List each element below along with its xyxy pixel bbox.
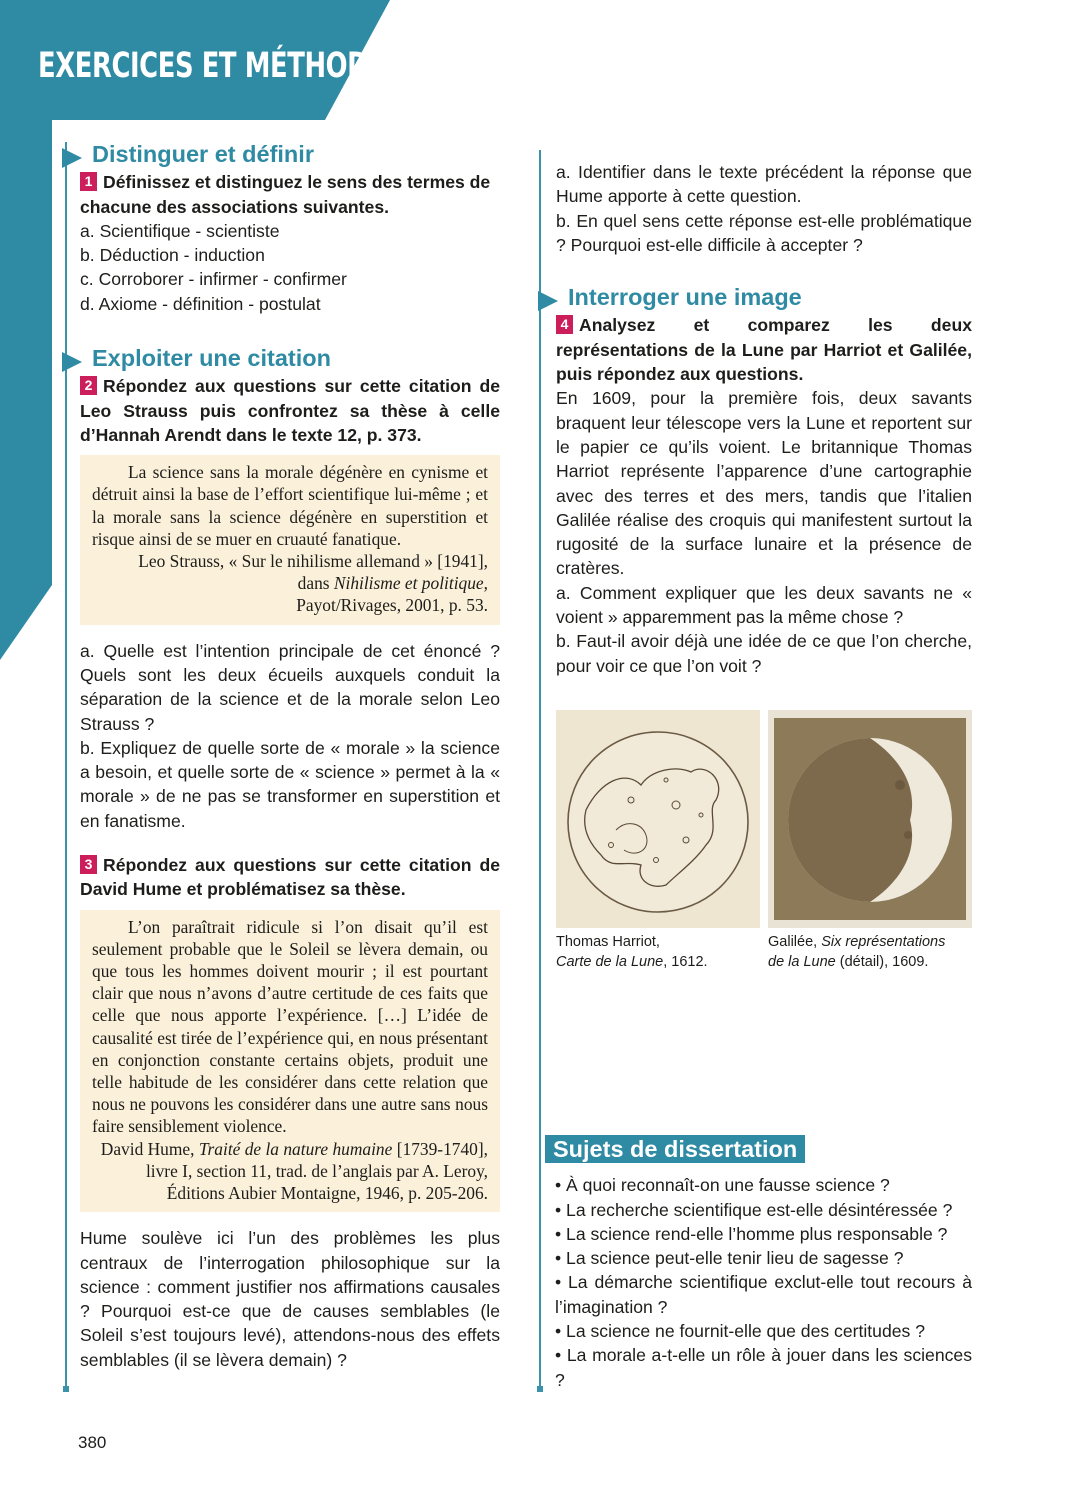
left-column [80,142,500,1372]
question-b: b. Faut-il avoir déjà une idée de ce que l’on cherche, pour voir ce que l’on voit ? [556,631,972,676]
galileo-moon-image [768,710,972,928]
list-item: • À quoi reconnaît-on une fausse science ? [555,1175,890,1196]
hume-paragraph: Hume soulève ici l’un des problèmes les plus centraux de l’interrogation philosophique sur la science : comment justifier nos affirmations causales ? Pourquoi est-ce que de causes semblables (le Soleil s’est toujours levé), attendons-nous des effets semblables (il se lèvera demain) ? [80,1228,500,1370]
heading-arrow-icon [538,291,558,311]
list-item: • La science peut-elle tenir lieu de sagesse ? [555,1248,904,1269]
list-item: • La démarche scientifique exclut-elle tout recours à l’imagination ? [555,1272,972,1317]
list-item: • La science ne fournit-elle que des certitudes ? [555,1321,925,1342]
harriot-caption: Thomas Harriot, Carte de la Lune, 1612. [556,934,708,970]
quote-text: La science sans la morale dégénère en cynisme et détruit ainsi la base de l’effort scientifique lui-même ; et la morale sans la science dégénère en superstition et risque ainsi de se muer en cruauté fanatique. [92,462,488,549]
quote-source: David Hume, Traité de la nature humaine [1739-1740], livre I, section 11, trad. de l’anglais par A. Leroy, Éditions Aubier Montaigne, 1946, p. 205-206. [100,1138,488,1204]
exercise-number-badge: 4 [556,315,573,334]
left-column-rule [65,142,67,1392]
list-item: • La morale a-t-elle un rôle à jouer dans les sciences ? [555,1345,972,1390]
list-item: d. Axiome - définition - postulat [80,293,321,314]
question-b: b. Expliquez de quelle sorte de « morale » la science a besoin, et quelle sorte de « science » permet à la « morale » de ne pas se transformer en superstition et en fanatisme. [80,737,500,831]
list-item: • La science rend-elle l’homme plus responsable ? [555,1223,948,1244]
heading-distinguer-definir: Distinguer et définir [80,142,500,166]
question-a: a. Quelle est l’intention principale de cet énoncé ? Quels sont les deux écueils auxquels conduit la séparation de la science et de la morale selon Leo Strauss ? [80,640,500,734]
strauss-quote: La science sans la morale dégénère en cynisme et détruit ainsi la base de l’effort scientifique lui-même ; et la morale sans la science dégénère en superstition et risque ainsi de se muer en cruauté fanatique. Leo Strauss, « Sur le nihilisme allemand » [1941], dans Nihilisme et politique, Payot/Rivages, 2001, p. 53. [80,455,500,624]
list-item: • La recherche scientifique est-elle désintéressée ? [555,1199,953,1220]
moon-paragraph: En 1609, pour la première fois, deux savants braquent leur télescope vers la Lune et reportent sur le papier ce qu’ils voient. Le britannique Thomas Harriot représente l’apparence d’une cartographie avec des terres et des mers, tandis que l’italien Galilée réalise des croquis qui manifestent surtout la rugosité de la surface lunaire et la présence de cratères. [556,388,972,579]
heading-arrow-icon [62,352,82,372]
quote-source: Leo Strauss, « Sur le nihilisme allemand » [1941], [138,551,488,572]
dissertation-list [545,1173,972,1392]
list-item: c. Corroborer - infirmer - confirmer [80,269,347,290]
exercise-number-badge: 2 [80,376,97,395]
heading-arrow-icon [62,148,82,168]
exercise-3-prompt: 3 Répondez aux questions sur cette citation de David Hume et problématisez sa thèse. [80,855,500,900]
heading-exploiter-citation: Exploiter une citation [80,346,500,370]
quote-text: L’on paraîtrait ridicule si l’on disait qu’il est seulement probable que le Soleil se lèvera demain, ou que tous les hommes doivent mourir ; il est pourtant clair que nous n’avons d’autre certitude de ces faits que celle que nous apporte l’expérience. […] L’idée de causalité est tirée de l’expérience qui, en nous présentant en conjonction constante certains objets, produit une telle habitude de les considérer dans cette relation que nous ne pouvons les considérer dans une autre sans nous faire sensiblement violence. [92,916,488,1137]
exercise-4-prompt: 4 Analysez et comparez les deux représentations de la Lune par Harriot et Galilée, puis répondez aux questions. [556,315,972,385]
section-banner-title: EXERCICES ET MÉTHODES [38,46,404,86]
exercise-1-prompt: 1 Définissez et distinguez le sens des termes de chacune des associations suivantes. [80,172,491,217]
dissertation-title: Sujets de dissertation [545,1135,805,1163]
heading-interroger-image: Interroger une image [556,285,972,309]
page-number: 380 [78,1433,107,1452]
question-b: b. En quel sens cette réponse est-elle problématique ? Pourquoi est-elle difficile à accepter ? [556,210,972,255]
exercise-number-badge: 3 [80,855,97,874]
question-a: a. Comment expliquer que les deux savants ne « voient » apparemment pas la même chose ? [556,582,972,628]
list-item: b. Déduction - induction [80,245,265,266]
list-item: a. Scientifique - scientiste [80,220,280,241]
harriot-moon-map-image [556,710,760,928]
question-a: a. Identifier dans le texte précédent la réponse que Hume apporte à cette question. [556,162,972,207]
galileo-caption: Galilée, Six représentations de la Lune (détail), 1609. [768,934,946,970]
exercise-2-prompt: 2 Répondez aux questions sur cette citation de Leo Strauss puis confrontez sa thèse à celle d’Hannah Arendt dans le texte 12, p. 373. [80,376,500,445]
exercise-number-badge: 1 [80,172,97,191]
right-column-top [556,160,972,678]
right-column-rule [539,150,541,1392]
dissertation-block [545,1135,972,1392]
hume-quote [80,910,500,1213]
